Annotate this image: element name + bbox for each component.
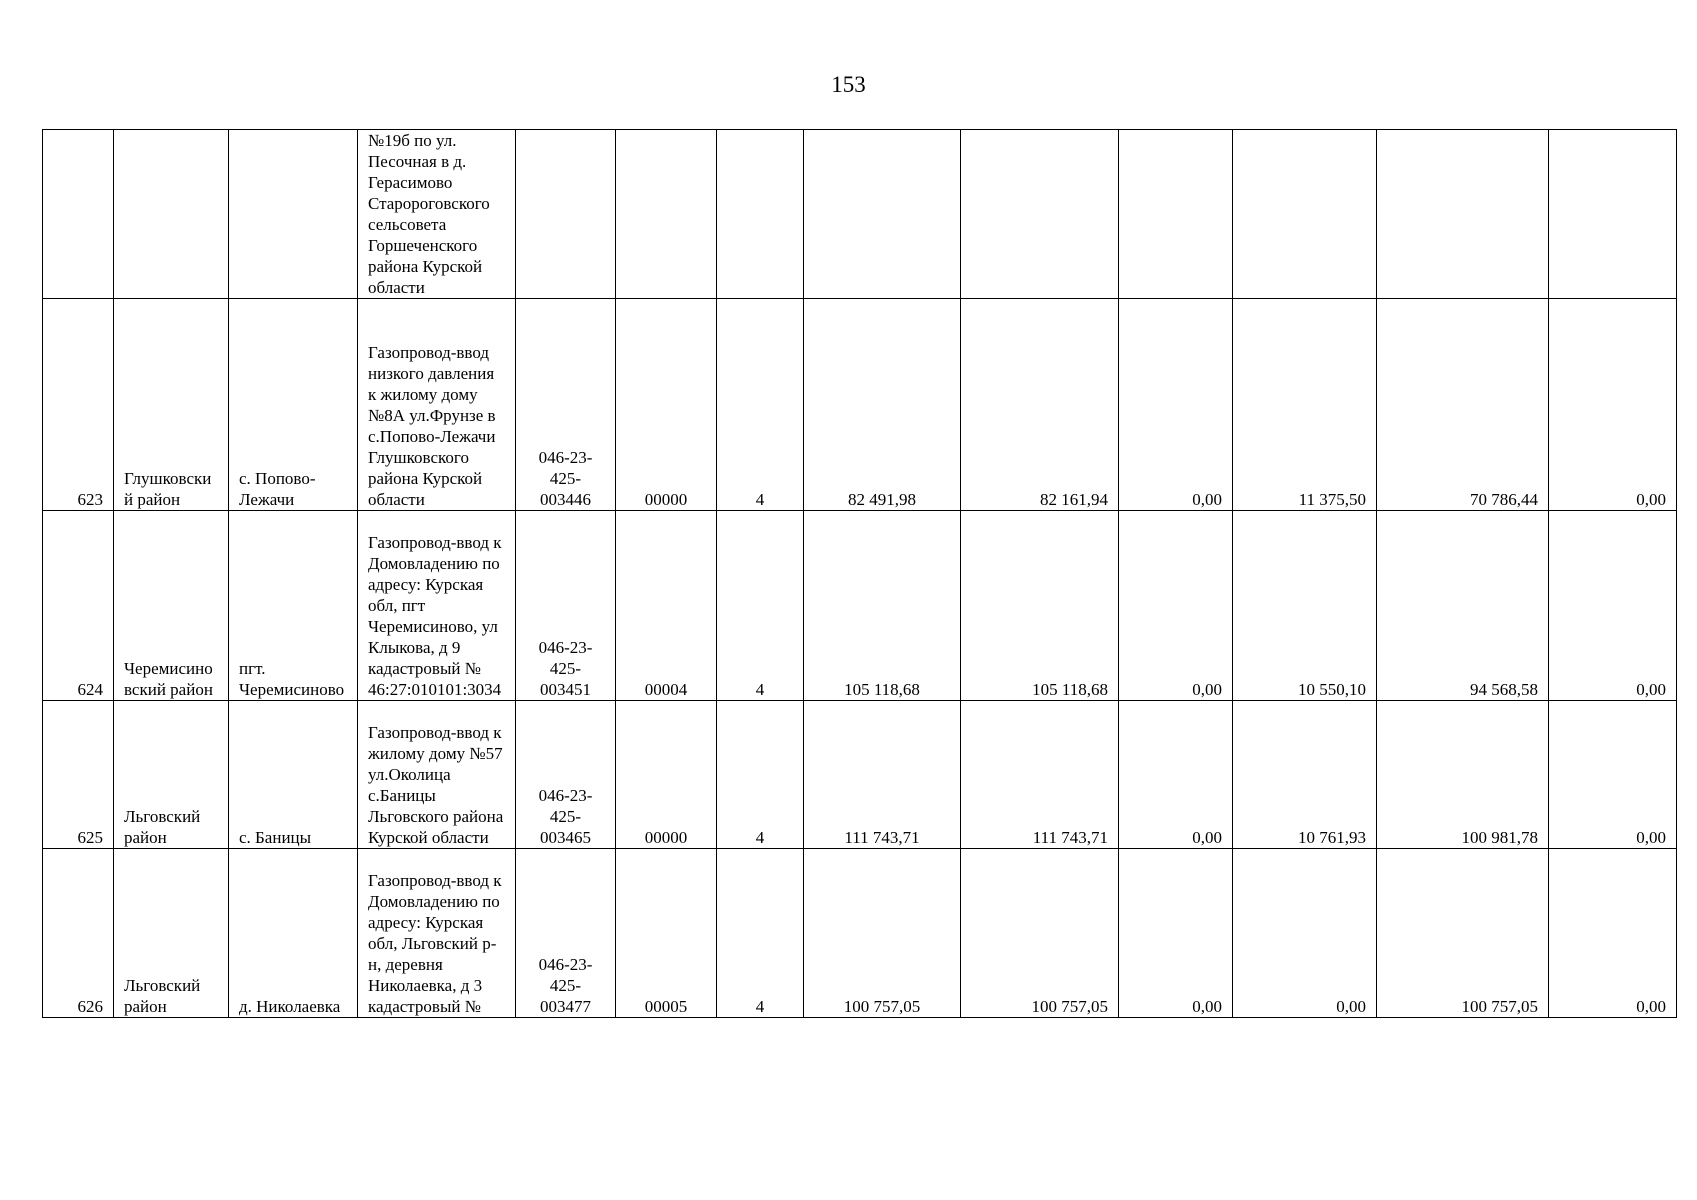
group-cell: 4 <box>717 299 804 511</box>
row-number-cell: 625 <box>43 701 114 849</box>
value-cell: 0,00 <box>1549 511 1677 701</box>
value-cell: 0,00 <box>1119 849 1233 1018</box>
row-number-cell: 626 <box>43 849 114 1018</box>
value-cell: 10 550,10 <box>1233 511 1377 701</box>
page-number: 153 <box>831 72 866 97</box>
table-row <box>43 130 1677 299</box>
settlement-cell: с. Баницы <box>229 701 358 849</box>
value-cell: 111 743,71 <box>804 701 961 849</box>
object-description-cell: Газопровод-ввод к Домовладению по адресу: Курская обл, Льговский р-н, деревня Николаевка, д 3 кадастровый № <box>358 849 516 1018</box>
code-cell: 00004 <box>616 511 717 701</box>
value-cell: 0,00 <box>1549 849 1677 1018</box>
value-cell: 0,00 <box>1119 701 1233 849</box>
settlement-cell: пгт. Черемисиново <box>229 511 358 701</box>
value-cell: 0,00 <box>1549 299 1677 511</box>
district-cell: Льговский район <box>114 849 229 1018</box>
code-cell: 00000 <box>616 299 717 511</box>
inventory-number-cell <box>516 130 616 299</box>
value-cell: 11 375,50 <box>1233 299 1377 511</box>
value-cell <box>1119 130 1233 299</box>
district-cell: Глушковский район <box>114 299 229 511</box>
table-row <box>43 701 1677 849</box>
value-cell <box>1233 130 1377 299</box>
settlement-cell: с. Попово-Лежачи <box>229 299 358 511</box>
value-cell <box>961 130 1119 299</box>
row-number-cell: 623 <box>43 299 114 511</box>
object-description-cell: №19б по ул. Песочная в д. Герасимово Старороговского сельсовета Горшеченского района Курской области <box>358 130 516 299</box>
code-cell: 00000 <box>616 701 717 849</box>
value-cell: 0,00 <box>1119 511 1233 701</box>
inventory-number-cell: 046-23-425-003477 <box>516 849 616 1018</box>
value-cell: 0,00 <box>1119 299 1233 511</box>
value-cell: 0,00 <box>1233 849 1377 1018</box>
value-cell <box>804 130 961 299</box>
row-number-cell: 624 <box>43 511 114 701</box>
group-cell: 4 <box>717 701 804 849</box>
group-cell <box>717 130 804 299</box>
value-cell: 105 118,68 <box>804 511 961 701</box>
table-row <box>43 511 1677 701</box>
value-cell: 94 568,58 <box>1377 511 1549 701</box>
value-cell: 82 161,94 <box>961 299 1119 511</box>
table-row <box>43 299 1677 511</box>
district-cell: Черемисиновский район <box>114 511 229 701</box>
settlement-cell <box>229 130 358 299</box>
value-cell <box>1377 130 1549 299</box>
settlement-cell: д. Николаевка <box>229 849 358 1018</box>
value-cell: 100 757,05 <box>1377 849 1549 1018</box>
inventory-number-cell: 046-23-425-003451 <box>516 511 616 701</box>
value-cell: 100 757,05 <box>804 849 961 1018</box>
object-description-cell: Газопровод-ввод к Домовладению по адресу: Курская обл, пгт Черемисиново, ул Клыкова, д 9 кадастровый № 46:27:010101:3034 <box>358 511 516 701</box>
group-cell: 4 <box>717 849 804 1018</box>
district-cell <box>114 130 229 299</box>
code-cell: 00005 <box>616 849 717 1018</box>
value-cell: 111 743,71 <box>961 701 1119 849</box>
value-cell: 105 118,68 <box>961 511 1119 701</box>
value-cell: 70 786,44 <box>1377 299 1549 511</box>
value-cell: 10 761,93 <box>1233 701 1377 849</box>
value-cell: 0,00 <box>1549 701 1677 849</box>
inventory-number-cell: 046-23-425-003446 <box>516 299 616 511</box>
object-description-cell: Газопровод-ввод к жилому дому №57 ул.Околица с.Баницы Льговского района Курской области <box>358 701 516 849</box>
code-cell <box>616 130 717 299</box>
value-cell: 82 491,98 <box>804 299 961 511</box>
object-description-cell: Газопровод-ввод низкого давления к жилому дому №8А ул.Фрунзе в с.Попово-Лежачи Глушковского района Курской области <box>358 299 516 511</box>
register-table <box>42 129 1677 1018</box>
group-cell: 4 <box>717 511 804 701</box>
district-cell: Льговский район <box>114 701 229 849</box>
row-number-cell <box>43 130 114 299</box>
table-row <box>43 849 1677 1018</box>
value-cell: 100 757,05 <box>961 849 1119 1018</box>
value-cell: 100 981,78 <box>1377 701 1549 849</box>
value-cell <box>1549 130 1677 299</box>
inventory-number-cell: 046-23-425-003465 <box>516 701 616 849</box>
